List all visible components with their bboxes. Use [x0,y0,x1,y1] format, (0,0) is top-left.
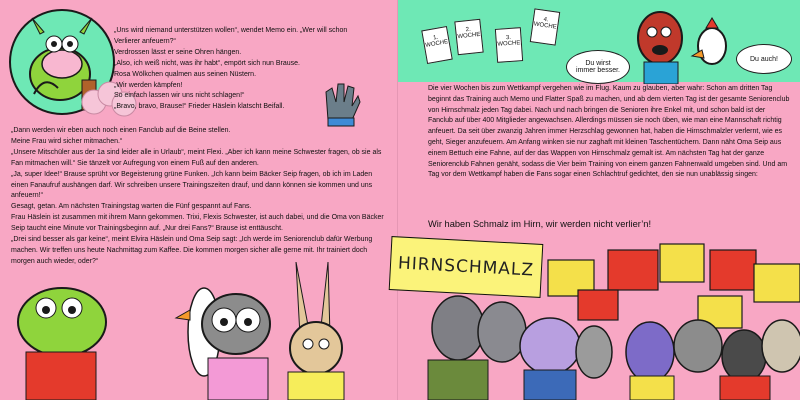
speech-bubble-left: Du wirst immer besser. [566,50,630,84]
left-paragraph-top: „Uns wird niemand unterstützen wollen“, wendet Memo ein. „Wer will schon Verlierer anfeuern?“ Verdrossen lässt er seine Ohren hängen. „Also, ich weiß nicht, was ihr habt“, empört sich nun Brause. Rosa Wölkchen qualmen aus seinen Nüstern. „Wir werden kämpfen! So einfach lassen wir uns nicht schlagen!“ „Bravo, bravo, Brause!“ Frieder Häslein klatscht Beifall. [114,27,348,111]
right-paragraph: Die vier Wochen bis zum Wettkampf vergehen wie im Flug. Kaum zu glauben, aber wahr: Schon am dritten Tag beginnt das Training auch Memo und Flatter Spaß zu machen, und ab dem vierten Tag ist der gesamte Seniorenclub von Hirnschmalz jeden Tag dabei. Nach und nach bringen die Senioren ihre Enkel mit, und schon bald ist der Fanclub auf über 400 Mitglieder angewachsen. Allerdings müssen sie noch üben, wie man eine Mannschaft richtig anfeuert. Da seit über zwanzig Jahren immer Herzschlag gewonnen hat, haben die Hirnschmalzler verlernt, wie es geht, Sieger anzufeuern. Am Anfang winken sie nur zaghaft mit kleinen Taschentüchern. Dann näht Oma Seip aus einem Bettuch eine Fahne, auf der das Wappen von Hirnschmalz gemalt ist. Am nächsten Tag hat der ganze Seniorenclub Fahnen genäht, sodass die Vier beim Training von einem ganzen Fahnenwald umgeben sind. Und am Tag vor dem Wettkampf haben die Fans sogar einen Schlachtruf gedichtet, den sie nun unablässig singen: [428,85,790,179]
left-page [0,0,398,400]
speech-bubble-right: Du auch! [736,44,792,74]
sign-week-3: 3. WOCHE [495,27,523,63]
characters-left-illustration [0,262,398,400]
sign-week-1: 1. WOCHE [421,26,453,64]
sign-week-4: 4. WOCHE [530,8,560,45]
hirnschmalz-banner: HIRNSCHMALZ [389,236,544,298]
left-paragraph-main: „Dann werden wir eben auch noch einen Fanclub auf die Beine stellen. Meine Frau wird sicher mitmachen.“ „Unsere Mitschüler aus der 1a sind leider alle in Urlaub“, meint Flexi. „Aber ich kann meine Schwester fragen, ob sie als Fan mitmachen will.“ Sie tänzelt vor Aufregung von einem Fuß auf den anderen. „Ja, super Idee!“ Brause sprüht vor Begeisterung grüne Funken. „Ich kann beim Bäcker Seip fragen, ob ich im Laden einen Fanaufruf aushängen darf. Wir schreiben unsere Trainingszeiten drauf, und dann können sie kommen und uns anfeuern!“ Gesagt, getan. Am nächsten Trainingstag warten die Fünf gespannt auf Fans. Frau Häslein ist zusammen mit ihrem Mann gekommen. Trixi, Flexis Schwester, ist auch dabei, und die Oma von Bäcker Seip taucht eine Minute vor Trainingsbeginn auf. „Nur drei Fans?“ Brause ist enttäuscht. „Drei sind besser als gar keine“, meint Elvira Häslein und Oma Seip sagt: „Ich werde im Seniorenclub dafür Werbung machen. Wir treffen uns heute Nachmittag zum Kaffee. Die kommen morgen sicher alle gerne mit. Ihr trainiert doch morgen auch wieder, oder?“ [11,127,384,265]
runners-illustration [634,0,734,84]
chant-refrain: Wir haben Schmalz im Hirn, wir werden nicht verlier’n! [428,219,652,229]
sign-week-2: 2. WOCHE [454,19,483,56]
